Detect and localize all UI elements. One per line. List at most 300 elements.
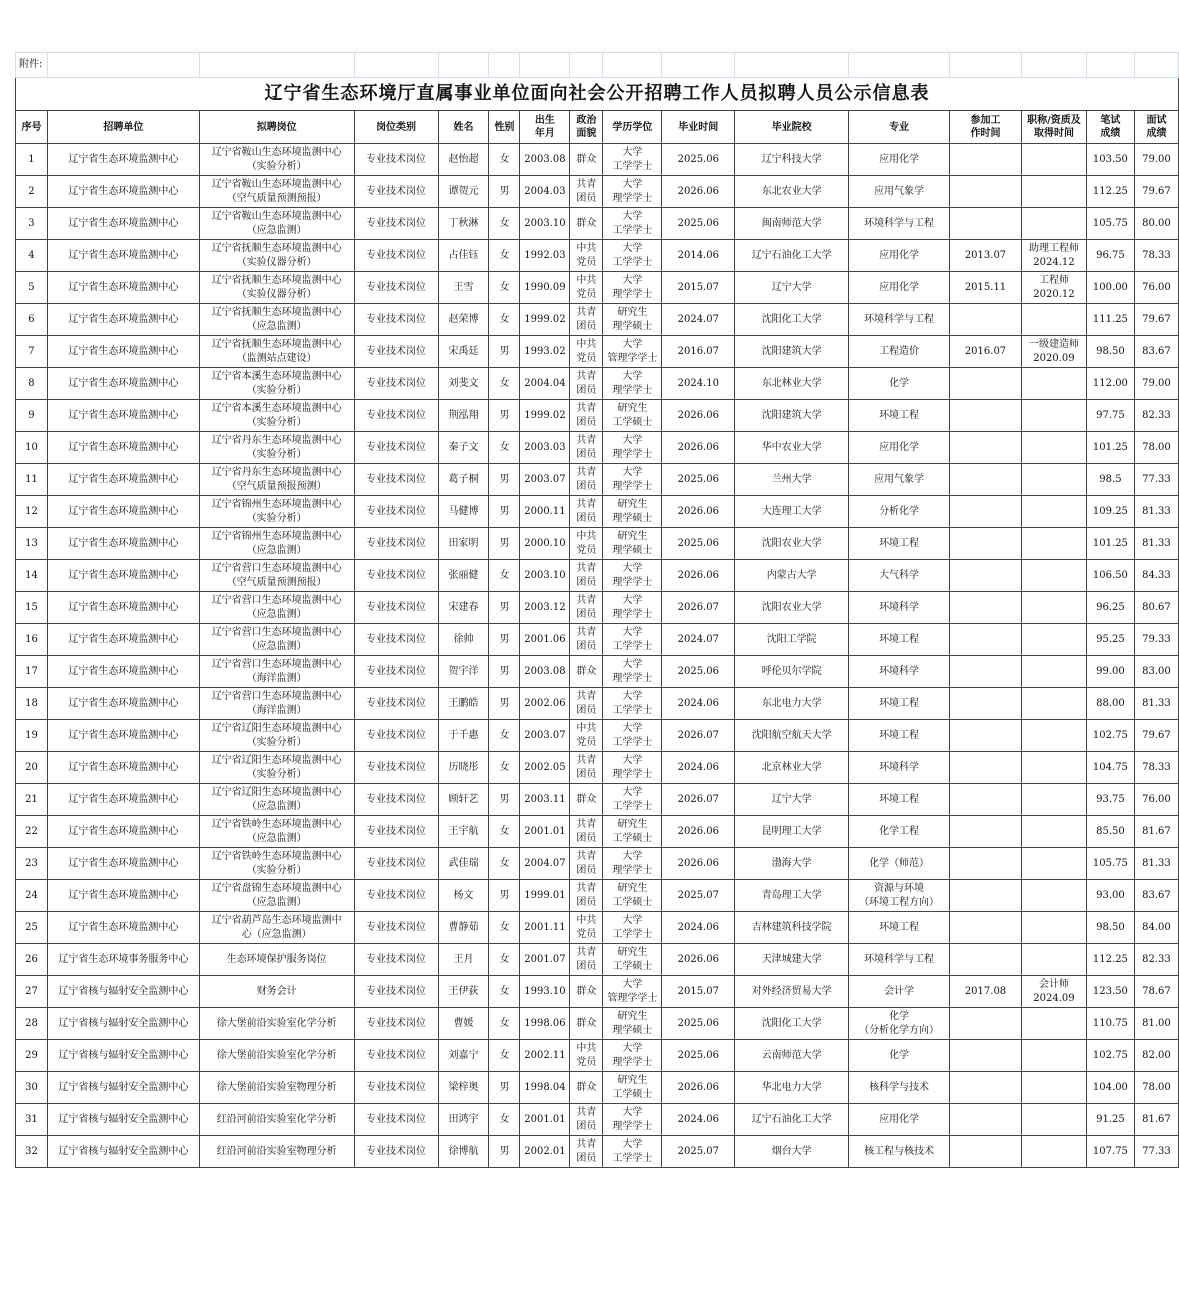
cell-grad-time: 2025.07 — [662, 1136, 735, 1168]
cell-gender: 女 — [489, 1104, 520, 1136]
cell-unit: 辽宁省生态环境监测中心 — [47, 624, 199, 656]
cell-title-cert — [1021, 176, 1086, 208]
cell-written-score: 103.50 — [1086, 144, 1134, 176]
cell-gender: 女 — [489, 1008, 520, 1040]
cell-birth: 2003.12 — [520, 592, 570, 624]
cell-degree: 大学 管理学学士 — [603, 336, 662, 368]
cell-school: 华中农业大学 — [735, 432, 849, 464]
cell-unit: 辽宁省生态环境监测中心 — [47, 560, 199, 592]
cell-unit: 辽宁省生态环境监测中心 — [47, 304, 199, 336]
cell-birth: 2002.01 — [520, 1136, 570, 1168]
cell-major: 分析化学 — [849, 496, 950, 528]
cell-grad-time: 2026.06 — [662, 560, 735, 592]
cell-interview-score: 83.00 — [1134, 656, 1178, 688]
cell-written-score: 111.25 — [1086, 304, 1134, 336]
cell-political: 中共 党员 — [570, 272, 603, 304]
title-row — [16, 78, 1179, 111]
cell-political: 共青 团员 — [570, 752, 603, 784]
cell-degree: 大学 工学学士 — [603, 688, 662, 720]
cell-gender: 男 — [489, 496, 520, 528]
recruitment-table — [15, 52, 1179, 1168]
cell-category: 专业技术岗位 — [354, 880, 438, 912]
cell-written-score: 98.50 — [1086, 336, 1134, 368]
cell-name: 宋建春 — [438, 592, 489, 624]
cell-work-start — [950, 528, 1022, 560]
cell-seq: 8 — [16, 368, 48, 400]
column-header-title-cert: 职称/资质及 取得时间 — [1021, 111, 1086, 144]
cell-political: 共青 团员 — [570, 624, 603, 656]
cell-degree: 研究生 工学硕士 — [603, 400, 662, 432]
table-row — [16, 592, 1179, 624]
cell-written-score: 97.75 — [1086, 400, 1134, 432]
cell-title-cert — [1021, 1104, 1086, 1136]
cell-unit: 辽宁省生态环境监测中心 — [47, 656, 199, 688]
cell-work-start — [950, 1136, 1022, 1168]
cell-category: 专业技术岗位 — [354, 912, 438, 944]
cell-written-score: 98.5 — [1086, 464, 1134, 496]
cell-school: 北京林业大学 — [735, 752, 849, 784]
cell-name: 王伊荻 — [438, 976, 489, 1008]
cell-written-score: 93.00 — [1086, 880, 1134, 912]
cell-category: 专业技术岗位 — [354, 432, 438, 464]
cell-grad-time: 2026.07 — [662, 784, 735, 816]
cell-title-cert — [1021, 720, 1086, 752]
cell-school: 天津城建大学 — [735, 944, 849, 976]
cell-work-start — [950, 752, 1022, 784]
cell-major: 环境科学与工程 — [849, 944, 950, 976]
cell-grad-time: 2026.06 — [662, 496, 735, 528]
cell-written-score: 112.25 — [1086, 944, 1134, 976]
cell-work-start — [950, 688, 1022, 720]
cell-seq: 20 — [16, 752, 48, 784]
cell-written-score: 109.25 — [1086, 496, 1134, 528]
cell-interview-score: 78.33 — [1134, 752, 1178, 784]
cell-political: 中共 党员 — [570, 336, 603, 368]
column-header-birth: 出生 年月 — [520, 111, 570, 144]
cell-grad-time: 2015.07 — [662, 976, 735, 1008]
cell-seq: 11 — [16, 464, 48, 496]
cell-degree: 研究生 理学硕士 — [603, 528, 662, 560]
table-row — [16, 880, 1179, 912]
cell-position: 辽宁省抚顺生态环境监测中心 （实验仪器分析） — [199, 240, 354, 272]
cell-degree: 研究生 工学硕士 — [603, 816, 662, 848]
cell-political: 共青 团员 — [570, 368, 603, 400]
table-row — [16, 144, 1179, 176]
cell-category: 专业技术岗位 — [354, 560, 438, 592]
column-header-work-start: 参加工 作时间 — [950, 111, 1022, 144]
cell-title-cert — [1021, 528, 1086, 560]
cell-interview-score: 84.33 — [1134, 560, 1178, 592]
table-row — [16, 720, 1179, 752]
cell-school: 呼伦贝尔学院 — [735, 656, 849, 688]
cell-political: 群众 — [570, 208, 603, 240]
cell-seq: 10 — [16, 432, 48, 464]
cell-seq: 5 — [16, 272, 48, 304]
cell-birth: 1990.09 — [520, 272, 570, 304]
cell-political: 中共 党员 — [570, 912, 603, 944]
cell-category: 专业技术岗位 — [354, 1136, 438, 1168]
cell-gender: 女 — [489, 720, 520, 752]
cell-gender: 男 — [489, 880, 520, 912]
cell-name: 马健博 — [438, 496, 489, 528]
cell-category: 专业技术岗位 — [354, 592, 438, 624]
cell-major: 应用气象学 — [849, 464, 950, 496]
table-row — [16, 272, 1179, 304]
cell-political: 共青 团员 — [570, 176, 603, 208]
cell-degree: 研究生 工学硕士 — [603, 880, 662, 912]
cell-position: 辽宁省辽阳生态环境监测中心 （实验分析） — [199, 720, 354, 752]
cell-seq: 16 — [16, 624, 48, 656]
table-row — [16, 496, 1179, 528]
cell-school: 大连理工大学 — [735, 496, 849, 528]
cell-major: 化学 （分析化学方向） — [849, 1008, 950, 1040]
cell-major: 环境科学与工程 — [849, 208, 950, 240]
cell-position: 辽宁省抚顺生态环境监测中心 （应急监测） — [199, 304, 354, 336]
cell-written-score: 91.25 — [1086, 1104, 1134, 1136]
cell-position: 红沿河前沿实验室化学分析 — [199, 1104, 354, 1136]
cell-gender: 男 — [489, 592, 520, 624]
cell-title-cert — [1021, 624, 1086, 656]
cell-gender: 女 — [489, 272, 520, 304]
cell-gender: 女 — [489, 368, 520, 400]
cell-gender: 女 — [489, 848, 520, 880]
cell-degree: 大学 工学学士 — [603, 720, 662, 752]
cell-degree: 大学 理学学士 — [603, 432, 662, 464]
cell-birth: 2002.11 — [520, 1040, 570, 1072]
cell-major: 环境工程 — [849, 784, 950, 816]
cell-title-cert — [1021, 496, 1086, 528]
cell-gender: 男 — [489, 336, 520, 368]
cell-major: 环境工程 — [849, 912, 950, 944]
cell-name: 曹静茹 — [438, 912, 489, 944]
cell-title-cert: 助理工程师 2024.12 — [1021, 240, 1086, 272]
table-row — [16, 944, 1179, 976]
cell-school: 渤海大学 — [735, 848, 849, 880]
cell-school: 辽宁大学 — [735, 272, 849, 304]
cell-unit: 辽宁省生态环境监测中心 — [47, 208, 199, 240]
cell-grad-time: 2024.06 — [662, 752, 735, 784]
column-header-gender: 性别 — [489, 111, 520, 144]
cell-school: 昆明理工大学 — [735, 816, 849, 848]
cell-political: 中共 党员 — [570, 240, 603, 272]
cell-seq: 14 — [16, 560, 48, 592]
cell-gender: 女 — [489, 432, 520, 464]
cell-birth: 1999.01 — [520, 880, 570, 912]
column-header-name: 姓名 — [438, 111, 489, 144]
cell-birth: 2001.01 — [520, 1104, 570, 1136]
cell-grad-time: 2015.07 — [662, 272, 735, 304]
cell-seq: 25 — [16, 912, 48, 944]
table-row — [16, 208, 1179, 240]
cell-school: 青岛理工大学 — [735, 880, 849, 912]
cell-work-start — [950, 144, 1022, 176]
cell-school: 沈阳航空航天大学 — [735, 720, 849, 752]
cell-interview-score: 79.67 — [1134, 176, 1178, 208]
cell-grad-time: 2026.06 — [662, 816, 735, 848]
table-row — [16, 688, 1179, 720]
cell-position: 辽宁省葫芦岛生态环境监测中 心（应急监测） — [199, 912, 354, 944]
cell-unit: 辽宁省生态环境监测中心 — [47, 464, 199, 496]
cell-degree: 大学 理学学士 — [603, 464, 662, 496]
cell-seq: 1 — [16, 144, 48, 176]
cell-political: 共青 团员 — [570, 880, 603, 912]
cell-title-cert — [1021, 848, 1086, 880]
cell-school: 东北电力大学 — [735, 688, 849, 720]
cell-category: 专业技术岗位 — [354, 240, 438, 272]
cell-title-cert — [1021, 464, 1086, 496]
cell-position: 辽宁省本溪生态环境监测中心 （实验分析） — [199, 400, 354, 432]
cell-degree: 大学 理学学士 — [603, 1040, 662, 1072]
cell-grad-time: 2025.06 — [662, 656, 735, 688]
cell-written-score: 102.75 — [1086, 1040, 1134, 1072]
cell-name: 王宇航 — [438, 816, 489, 848]
cell-seq: 22 — [16, 816, 48, 848]
table-row — [16, 976, 1179, 1008]
cell-written-score: 95.25 — [1086, 624, 1134, 656]
table-row — [16, 368, 1179, 400]
cell-interview-score: 81.33 — [1134, 848, 1178, 880]
cell-school: 沈阳建筑大学 — [735, 336, 849, 368]
header-row — [16, 111, 1179, 144]
cell-political: 群众 — [570, 656, 603, 688]
cell-name: 秦子文 — [438, 432, 489, 464]
table-row — [16, 336, 1179, 368]
cell-name: 赵怡超 — [438, 144, 489, 176]
cell-unit: 辽宁省生态环境监测中心 — [47, 400, 199, 432]
cell-written-score: 100.00 — [1086, 272, 1134, 304]
cell-interview-score: 81.33 — [1134, 688, 1178, 720]
cell-major: 环境科学 — [849, 656, 950, 688]
cell-position: 辽宁省铁岭生态环境监测中心 （应急监测） — [199, 816, 354, 848]
cell-work-start: 2015.11 — [950, 272, 1022, 304]
cell-interview-score: 82.00 — [1134, 1040, 1178, 1072]
cell-degree: 大学 理学学士 — [603, 176, 662, 208]
cell-major: 应用化学 — [849, 1104, 950, 1136]
cell-title-cert — [1021, 144, 1086, 176]
cell-seq: 26 — [16, 944, 48, 976]
cell-written-score: 85.50 — [1086, 816, 1134, 848]
cell-gender: 女 — [489, 1040, 520, 1072]
cell-work-start — [950, 560, 1022, 592]
cell-degree: 大学 理学学士 — [603, 848, 662, 880]
column-header-degree: 学历学位 — [603, 111, 662, 144]
cell-category: 专业技术岗位 — [354, 1040, 438, 1072]
cell-political: 中共 党员 — [570, 720, 603, 752]
cell-work-start — [950, 656, 1022, 688]
cell-category: 专业技术岗位 — [354, 816, 438, 848]
cell-unit: 辽宁省生态环境监测中心 — [47, 176, 199, 208]
column-header-interview-score: 面试 成绩 — [1134, 111, 1178, 144]
cell-title-cert — [1021, 688, 1086, 720]
cell-school: 兰州大学 — [735, 464, 849, 496]
cell-political: 共青 团员 — [570, 464, 603, 496]
cell-school: 闽南师范大学 — [735, 208, 849, 240]
cell-degree: 研究生 工学硕士 — [603, 1072, 662, 1104]
cell-position: 辽宁省营口生态环境监测中心 （空气质量预测预报） — [199, 560, 354, 592]
cell-major: 环境科学 — [849, 752, 950, 784]
cell-interview-score: 84.00 — [1134, 912, 1178, 944]
attachment-label: 附件: — [16, 53, 48, 78]
cell-name: 贺宇洋 — [438, 656, 489, 688]
cell-title-cert: 一级建造师 2020.09 — [1021, 336, 1086, 368]
cell-written-score: 96.75 — [1086, 240, 1134, 272]
cell-position: 辽宁省盘锦生态环境监测中心 （应急监测） — [199, 880, 354, 912]
cell-interview-score: 81.67 — [1134, 816, 1178, 848]
table-row — [16, 752, 1179, 784]
cell-birth: 2003.03 — [520, 432, 570, 464]
cell-category: 专业技术岗位 — [354, 848, 438, 880]
cell-birth: 2004.04 — [520, 368, 570, 400]
cell-interview-score: 79.33 — [1134, 624, 1178, 656]
cell-category: 专业技术岗位 — [354, 368, 438, 400]
cell-seq: 29 — [16, 1040, 48, 1072]
cell-category: 专业技术岗位 — [354, 208, 438, 240]
cell-interview-score: 78.67 — [1134, 976, 1178, 1008]
cell-position: 辽宁省营口生态环境监测中心 （海洋监测） — [199, 656, 354, 688]
cell-gender: 男 — [489, 400, 520, 432]
cell-grad-time: 2026.06 — [662, 848, 735, 880]
cell-name: 丁秋淋 — [438, 208, 489, 240]
cell-interview-score: 76.00 — [1134, 784, 1178, 816]
table-row — [16, 560, 1179, 592]
cell-birth: 2001.07 — [520, 944, 570, 976]
column-header-unit: 招聘单位 — [47, 111, 199, 144]
cell-degree: 大学 工学学士 — [603, 624, 662, 656]
cell-written-score: 105.75 — [1086, 848, 1134, 880]
cell-title-cert — [1021, 944, 1086, 976]
cell-birth: 1993.02 — [520, 336, 570, 368]
cell-degree: 大学 理学学士 — [603, 752, 662, 784]
cell-work-start — [950, 464, 1022, 496]
cell-school: 东北林业大学 — [735, 368, 849, 400]
cell-seq: 19 — [16, 720, 48, 752]
cell-grad-time: 2026.06 — [662, 1072, 735, 1104]
column-header-school: 毕业院校 — [735, 111, 849, 144]
cell-work-start — [950, 496, 1022, 528]
cell-category: 专业技术岗位 — [354, 496, 438, 528]
cell-major: 应用化学 — [849, 240, 950, 272]
cell-major: 资源与环境 （环境工程方向） — [849, 880, 950, 912]
cell-unit: 辽宁省生态环境监测中心 — [47, 688, 199, 720]
cell-work-start — [950, 720, 1022, 752]
cell-school: 沈阳化工大学 — [735, 304, 849, 336]
cell-written-score: 112.25 — [1086, 176, 1134, 208]
cell-birth: 1992.03 — [520, 240, 570, 272]
cell-work-start — [950, 624, 1022, 656]
cell-interview-score: 82.33 — [1134, 944, 1178, 976]
cell-title-cert — [1021, 208, 1086, 240]
table-row — [16, 1008, 1179, 1040]
cell-title-cert — [1021, 752, 1086, 784]
cell-birth: 1999.02 — [520, 304, 570, 336]
cell-title-cert — [1021, 1040, 1086, 1072]
cell-major: 应用气象学 — [849, 176, 950, 208]
cell-name: 王月 — [438, 944, 489, 976]
cell-grad-time: 2026.06 — [662, 944, 735, 976]
cell-category: 专业技术岗位 — [354, 1104, 438, 1136]
cell-degree: 大学 工学学士 — [603, 144, 662, 176]
cell-major: 环境科学 — [849, 592, 950, 624]
cell-interview-score: 79.67 — [1134, 304, 1178, 336]
cell-unit: 辽宁省核与辐射安全监测中心 — [47, 1040, 199, 1072]
cell-work-start — [950, 1040, 1022, 1072]
cell-gender: 女 — [489, 304, 520, 336]
column-header-political: 政治 面貌 — [570, 111, 603, 144]
column-header-grad-time: 毕业时间 — [662, 111, 735, 144]
cell-interview-score: 81.67 — [1134, 1104, 1178, 1136]
cell-degree: 大学 理学学士 — [603, 368, 662, 400]
cell-written-score: 102.75 — [1086, 720, 1134, 752]
cell-seq: 6 — [16, 304, 48, 336]
cell-position: 辽宁省锦州生态环境监测中心 （应急监测） — [199, 528, 354, 560]
cell-unit: 辽宁省生态环境监测中心 — [47, 784, 199, 816]
cell-grad-time: 2025.06 — [662, 528, 735, 560]
cell-degree: 大学 工学学士 — [603, 784, 662, 816]
cell-gender: 男 — [489, 688, 520, 720]
cell-seq: 21 — [16, 784, 48, 816]
table-row — [16, 656, 1179, 688]
cell-interview-score: 81.33 — [1134, 496, 1178, 528]
cell-title-cert — [1021, 912, 1086, 944]
cell-degree: 研究生 工学硕士 — [603, 944, 662, 976]
cell-position: 辽宁省鞍山生态环境监测中心 （实验分析） — [199, 144, 354, 176]
cell-name: 张丽健 — [438, 560, 489, 592]
cell-interview-score: 79.67 — [1134, 720, 1178, 752]
cell-political: 群众 — [570, 1072, 603, 1104]
cell-gender: 男 — [489, 624, 520, 656]
cell-major: 应用化学 — [849, 144, 950, 176]
column-header-seq: 序号 — [16, 111, 48, 144]
column-header-position: 拟聘岗位 — [199, 111, 354, 144]
cell-major: 工程造价 — [849, 336, 950, 368]
table-row — [16, 240, 1179, 272]
cell-unit: 辽宁省核与辐射安全监测中心 — [47, 1136, 199, 1168]
cell-title-cert — [1021, 304, 1086, 336]
cell-position: 红沿河前沿实验室物理分析 — [199, 1136, 354, 1168]
cell-title-cert — [1021, 400, 1086, 432]
cell-seq: 13 — [16, 528, 48, 560]
cell-major: 化学 — [849, 368, 950, 400]
cell-work-start — [950, 368, 1022, 400]
cell-written-score: 112.00 — [1086, 368, 1134, 400]
cell-political: 中共 党员 — [570, 528, 603, 560]
cell-birth: 2004.03 — [520, 176, 570, 208]
cell-major: 环境工程 — [849, 528, 950, 560]
cell-seq: 15 — [16, 592, 48, 624]
cell-degree: 大学 理学学士 — [603, 1104, 662, 1136]
cell-work-start — [950, 400, 1022, 432]
cell-seq: 30 — [16, 1072, 48, 1104]
cell-birth: 2003.08 — [520, 144, 570, 176]
cell-major: 大气科学 — [849, 560, 950, 592]
cell-category: 专业技术岗位 — [354, 272, 438, 304]
cell-position: 财务会计 — [199, 976, 354, 1008]
cell-political: 共青 团员 — [570, 1104, 603, 1136]
cell-unit: 辽宁省生态环境监测中心 — [47, 752, 199, 784]
cell-birth: 1993.10 — [520, 976, 570, 1008]
cell-grad-time: 2025.06 — [662, 144, 735, 176]
cell-degree: 研究生 理学硕士 — [603, 496, 662, 528]
cell-grad-time: 2016.07 — [662, 336, 735, 368]
cell-political: 共青 团员 — [570, 944, 603, 976]
cell-work-start: 2017.08 — [950, 976, 1022, 1008]
cell-school: 云南师范大学 — [735, 1040, 849, 1072]
cell-gender: 男 — [489, 1136, 520, 1168]
cell-unit: 辽宁省生态环境监测中心 — [47, 912, 199, 944]
table-row — [16, 912, 1179, 944]
cell-position: 辽宁省丹东生态环境监测中心 （实验分析） — [199, 432, 354, 464]
cell-unit: 辽宁省生态环境监测中心 — [47, 240, 199, 272]
